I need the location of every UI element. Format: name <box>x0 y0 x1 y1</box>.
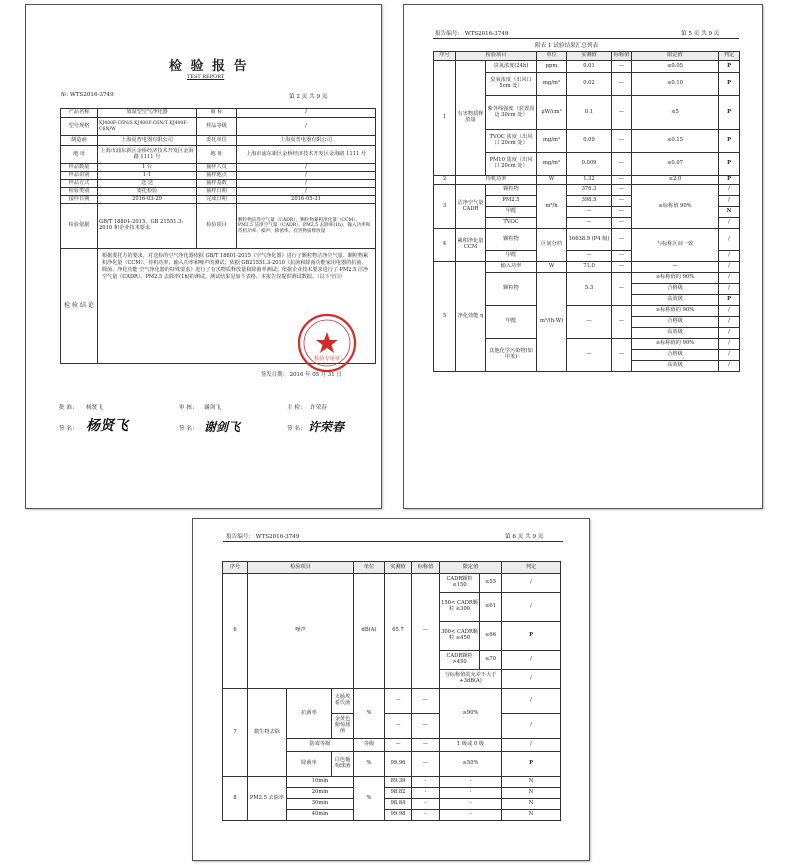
table-cell: CADR颗粒 >450 <box>440 651 480 670</box>
table-cell: - <box>440 777 502 788</box>
table-cell: 样品数量 <box>61 164 98 172</box>
table-cell: 2 <box>434 176 456 185</box>
table-cell: PM2.5 <box>486 196 537 207</box>
text-label: 审 核： <box>179 405 198 411</box>
table-cell: 样品等级 <box>197 118 237 136</box>
table-cell: — <box>612 218 632 229</box>
table-title: 附表 1 试验结果汇总列表 <box>535 43 599 49</box>
table-cell: ≤0.05 <box>632 61 719 73</box>
table-cell: — <box>412 689 440 714</box>
table-cell: 地 址 <box>61 146 98 164</box>
table-cell: 待机功率 <box>456 176 537 185</box>
table-cell: 检验项目 <box>248 562 354 574</box>
main-inspector-name: 许荣春 <box>310 405 327 411</box>
table-cell: — <box>612 196 632 207</box>
table-cell: 65.7 <box>385 574 412 689</box>
table-cell: / <box>719 339 740 350</box>
table-cell: / <box>502 689 561 714</box>
table-cell: 其他化学污染物(如甲苯) <box>486 339 537 372</box>
table-cell: ppm <box>537 61 567 73</box>
table-cell: — <box>412 739 440 752</box>
table-cell: — <box>612 73 632 96</box>
table-cell: / <box>719 328 740 339</box>
table-cell: / <box>237 164 376 172</box>
table-cell: 甲醛 <box>486 207 537 218</box>
table-cell: ≤0.15 <box>632 130 719 153</box>
table-cell: P <box>719 130 740 153</box>
table-cell: m³/(h·W) <box>537 273 567 372</box>
table-cell: CADR颗粒 ≤150 <box>440 574 480 593</box>
table-cell: N <box>719 207 740 218</box>
table-cell: / <box>237 180 376 188</box>
table-cell: 颗粒物洁净空气量（CADR）、颗粒物累积净化量（CCM）、PM2.5 洁净空气量（CADR）、PM2.5 去除率(1h)、输入功率和待机功率、噪声、除菌率、有害物质释放量 <box>237 204 376 249</box>
table-cell: — <box>612 96 632 130</box>
table-cell: ≥标称值的 90% <box>632 306 719 317</box>
results-table-1 <box>433 51 740 372</box>
report-number: 报告编号： WTS2016-3749 <box>226 534 300 540</box>
table-cell: 颗粒物 <box>486 229 537 251</box>
table-cell: 抽样基数 <box>197 180 237 188</box>
table-cell: 商 标 <box>197 109 237 118</box>
table-cell: — <box>567 339 612 372</box>
table-cell: 实测值 <box>385 562 412 574</box>
table-cell: 加湿型空气净化器 <box>98 109 197 118</box>
table-cell: 150< CADR颗粒 ≤300 <box>440 593 480 622</box>
table-cell: / <box>237 109 376 118</box>
table-cell: 完成日期 <box>197 196 237 204</box>
table-cell: ≤0.07 <box>632 153 719 176</box>
table-cell: 臭氧浓度（出风口 5cm 处） <box>486 73 537 96</box>
table-cell: ≥90% <box>440 689 502 739</box>
table-cell: % <box>354 689 385 739</box>
table-cell: 限定值 <box>440 562 502 574</box>
table-cell: P <box>502 622 561 651</box>
table-cell: ≥50% <box>440 752 502 777</box>
table-cell: P <box>719 96 740 130</box>
table-cell: / <box>237 118 376 136</box>
table-cell: P <box>719 73 740 96</box>
table-cell: — <box>612 185 632 196</box>
table-cell: 单位 <box>537 52 567 61</box>
table-cell: mg/m³ <box>537 73 567 96</box>
table-cell: 上海夏普电器有限公司 <box>237 136 376 146</box>
table-cell: ≤55 <box>480 574 502 593</box>
table-cell: 颗粒物 <box>486 185 537 196</box>
table-cell: / <box>719 306 740 317</box>
table-cell: 5.3 <box>567 273 612 306</box>
table-cell: 高效级 <box>632 295 719 306</box>
table-cell: 1 <box>434 61 456 176</box>
table-cell: 0.09 <box>567 130 612 153</box>
table-cell: dB(A) <box>354 574 385 689</box>
table-cell: 2016-05-31 <box>237 196 376 204</box>
table-cell: 0.1 <box>567 96 612 130</box>
table-cell: 99.96 <box>385 752 412 777</box>
table-cell: ≥标称值的 90% <box>632 273 719 284</box>
table-cell: 合格级 <box>632 284 719 295</box>
table-cell: / <box>719 361 740 372</box>
report-page-cover <box>25 4 382 509</box>
table-cell: - <box>440 810 502 821</box>
table-cell: 398.5 <box>567 196 612 207</box>
table-cell: 判定 <box>502 562 561 574</box>
table-cell: - <box>440 799 502 810</box>
table-cell: 检 验 结 论 <box>61 249 98 364</box>
table-cell: GB/T 18801-2015、GB 21551.3-2010 和企业技术要求 <box>98 204 197 249</box>
table-cell: 71.0 <box>567 262 612 273</box>
approver-signature: 杨贤飞 <box>86 418 128 434</box>
table-cell: 产品名称 <box>61 109 98 118</box>
table-cell: - <box>440 788 502 799</box>
table-cell: 检验类别 <box>61 188 98 196</box>
table-cell: N <box>502 777 561 788</box>
table-cell: — <box>385 689 412 714</box>
table-cell: % <box>354 752 385 777</box>
table-cell: m³/h <box>537 185 567 229</box>
table-cell: / <box>719 273 740 284</box>
table-cell: / <box>719 251 740 262</box>
table-cell: 抗菌率 <box>287 689 332 739</box>
table-cell: 6 <box>223 574 248 689</box>
table-cell: 噪声 <box>248 574 354 689</box>
table-cell: / <box>502 651 561 670</box>
table-cell: 检验项目 <box>456 52 537 61</box>
table-cell: — <box>612 207 632 218</box>
table-cell: 委托检验 <box>98 188 197 196</box>
table-cell: 微生物去除 <box>248 689 287 777</box>
table-cell: 0.009 <box>567 153 612 176</box>
table-cell: — <box>612 176 632 185</box>
table-cell: / <box>502 670 561 689</box>
approver-name: 杨贤飞 <box>86 405 103 411</box>
reviewer-name: 谢剑飞 <box>204 405 221 411</box>
table-cell: / <box>719 350 740 361</box>
table-cell: 抽样人员 <box>197 164 237 172</box>
table-cell: PM10 浓度（出风口 20cm 处） <box>486 153 537 176</box>
report-number: №: WTS2016-3749 <box>61 92 114 98</box>
table-cell: ≤2.0 <box>632 176 719 185</box>
table-cell: 输入功率 <box>486 262 537 273</box>
page-info: 第 2 页 共 9 页 <box>289 94 328 100</box>
table-cell: W <box>537 176 567 185</box>
table-cell: 净化效能 η <box>456 262 486 372</box>
table-cell: ≤0.10 <box>632 73 719 96</box>
table-cell: 大肠埃希氏菌 <box>332 689 354 714</box>
table-cell: — <box>612 229 632 251</box>
table-cell: 上海夏普电器有限公司 <box>98 136 197 146</box>
table-cell: 0.01 <box>567 61 612 73</box>
table-cell: 与标称区间一致 <box>632 229 719 262</box>
text-label: 签 名： <box>179 426 198 432</box>
table-cell: — <box>412 714 440 739</box>
table-cell: / <box>719 196 740 207</box>
table-cell: 样品方式 <box>61 180 98 188</box>
table-cell: N <box>502 788 561 799</box>
table-cell: 与标称值的允差不大于+3dB(A) <box>440 670 502 689</box>
table-cell: ≤70 <box>480 651 502 670</box>
table-cell: P <box>502 752 561 777</box>
table-cell: - <box>412 788 440 799</box>
table-cell: 89.39 <box>385 777 412 788</box>
table-cell: 98.84 <box>385 799 412 810</box>
table-cell: 序号 <box>434 52 456 61</box>
table-cell: — <box>412 752 440 777</box>
table-cell: ≤61 <box>480 593 502 622</box>
table-cell: — <box>632 262 719 273</box>
table-cell: 甲醛 <box>486 251 537 262</box>
table-cell: 40min <box>287 810 354 821</box>
table-cell: 等级 <box>354 739 385 752</box>
table-cell: TVOC <box>486 218 537 229</box>
table-cell: — <box>385 739 412 752</box>
text-label: 批 准： <box>59 405 78 411</box>
page-info: 第 6 页 共 9 页 <box>505 534 544 540</box>
table-cell: / <box>237 188 376 196</box>
table-cell: — <box>612 130 632 153</box>
table-cell: / <box>719 317 740 328</box>
table-cell: / <box>719 284 740 295</box>
table-cell: 16638.9 (P4 级) <box>567 229 612 251</box>
table-cell: 地 址 <box>197 146 237 164</box>
table-cell: 1 级或 0 级 <box>440 739 502 752</box>
table-cell: — <box>567 207 612 218</box>
table-cell: 标称值 <box>612 52 632 61</box>
table-cell: 限定值 <box>632 52 719 61</box>
table-cell: P <box>719 61 740 73</box>
table-cell: / <box>502 593 561 622</box>
table-cell: — <box>612 153 632 176</box>
table-cell: N <box>502 799 561 810</box>
table-cell: / <box>719 262 740 273</box>
main-inspector-signature: 许荣春 <box>308 420 345 434</box>
table-cell: 2016-03-29 <box>98 196 197 204</box>
table-cell: 1-1 <box>98 172 197 180</box>
reviewer-signature: 谢剑飞 <box>204 420 241 434</box>
table-cell: — <box>612 306 632 339</box>
table-cell: 99.98 <box>385 810 412 821</box>
table-cell: 检验依据 <box>61 204 98 249</box>
table-cell: — <box>612 339 632 372</box>
table-cell: 送 送 <box>98 180 197 188</box>
table-cell: 1 台 <box>98 164 197 172</box>
table-cell: 委托单位 <box>197 136 237 146</box>
table-cell: - <box>412 810 440 821</box>
table-cell: 臭氧浓度(24h) <box>486 61 537 73</box>
table-cell: 20min <box>287 788 354 799</box>
table-cell: 金黄色葡萄球菌 <box>332 714 354 739</box>
table-cell: 接样日期 <box>61 196 98 204</box>
table-cell: PM2.5 去除率 <box>248 777 287 821</box>
table-cell: / <box>719 185 740 196</box>
table-cell: P <box>719 153 740 176</box>
table-cell: 白色葡萄球菌 <box>332 752 354 777</box>
table-cell: 上海市浦东新区金桥经济技术开发区金海路 1111 号 <box>98 146 197 164</box>
page-info: 第 5 页 共 9 页 <box>681 31 720 37</box>
table-cell: — <box>567 251 612 262</box>
table-cell: 型号规格 <box>61 118 98 136</box>
table-cell: P <box>719 176 740 185</box>
table-cell: μW/cm² <box>537 96 567 130</box>
table-cell: — <box>567 306 612 339</box>
table-cell: 合格级 <box>632 350 719 361</box>
table-cell: ≥标称值 90% <box>632 185 719 229</box>
table-cell: 单位 <box>354 562 385 574</box>
table-cell: 1.32 <box>567 176 612 185</box>
table-cell: 10min <box>287 777 354 788</box>
table-cell: 区间分档 <box>537 229 567 262</box>
report-subtitle: TEST REPORT <box>187 74 225 80</box>
table-cell: / <box>719 229 740 251</box>
table-cell: — <box>612 273 632 306</box>
results-table-2 <box>222 561 561 821</box>
table-cell: — <box>385 714 412 739</box>
table-cell: KJ400F-C6N/S KJ400F-C6N/T KJ400F-C6N/W <box>98 118 197 136</box>
table-cell: P <box>719 295 740 306</box>
table-cell: 30min <box>287 799 354 810</box>
table-cell: 5 <box>434 262 456 372</box>
table-cell: 甲醛 <box>486 306 537 339</box>
table-cell: 标称值 <box>412 562 440 574</box>
table-cell: 除菌率 <box>287 752 332 777</box>
table-cell: ≥标称值的 90% <box>632 339 719 350</box>
table-cell: 样品识别 <box>61 172 98 180</box>
table-cell: 有害物质释放量 <box>456 61 486 176</box>
table-cell: / <box>502 714 561 739</box>
inspection-seal-stamp <box>297 313 357 373</box>
table-cell: 合格级 <box>632 317 719 328</box>
table-cell: 98.82 <box>385 788 412 799</box>
table-cell: / <box>237 172 376 180</box>
table-cell: 8 <box>223 777 248 821</box>
table-cell: mg/m³ <box>537 153 567 176</box>
table-cell: / <box>719 218 740 229</box>
table-cell: 累积净化量 CCM <box>456 229 486 262</box>
table-cell: 上海市浦东新区金桥经济技术开发区金海路 1111 号 <box>237 146 376 164</box>
table-cell: ≤66 <box>480 622 502 651</box>
table-cell: - <box>412 799 440 810</box>
table-cell: mg/m³ <box>537 130 567 153</box>
table-cell: 高效级 <box>632 361 719 372</box>
table-cell: 序号 <box>223 562 248 574</box>
report-page-results-1 <box>403 4 763 509</box>
table-cell: 376.3 <box>567 185 612 196</box>
table-cell: W <box>537 262 567 273</box>
table-cell: 4 <box>434 229 456 262</box>
table-cell: 0.02 <box>567 73 612 96</box>
table-cell: 判定 <box>719 52 740 61</box>
table-cell: 检验项目 <box>197 204 237 249</box>
table-cell: % <box>354 777 385 821</box>
table-cell: / <box>502 574 561 593</box>
table-cell: 高效级 <box>632 328 719 339</box>
sign-date: 签发日期： 2016 年 05 月 31 日 <box>261 372 342 378</box>
table-cell: / <box>502 739 561 752</box>
table-cell: — <box>412 574 440 689</box>
table-cell: 制造商 <box>61 136 98 146</box>
text-label: 主 检： <box>287 405 306 411</box>
report-title: 检 验 报 告 <box>169 59 249 74</box>
table-cell: 抽样日期 <box>197 188 237 196</box>
report-page-results-2 <box>192 518 590 861</box>
stamp-text: 检验专用章 <box>314 356 340 362</box>
table-cell: — <box>567 218 612 229</box>
table-cell: 实测值 <box>567 52 612 61</box>
table-cell: 7 <box>223 689 248 777</box>
table-cell: 紫外线强度（装置周边 30cm 处） <box>486 96 537 130</box>
text-label: 签 名： <box>287 426 306 432</box>
table-cell: 3 <box>434 185 456 229</box>
table-cell: 颗粒物 <box>486 273 537 306</box>
table-cell: — <box>612 61 632 73</box>
table-cell: N <box>502 810 561 821</box>
table-cell: 洁净空气量 CADR <box>456 185 486 229</box>
conclusion-text: 根据委托方的要求，对送检的空气净化器依据 GB/T 18801-2015《空气净化器》进行了颗粒物洁净空气量、颗粒物累积净化量（CCM）、待机功率、输入功率和噪声的测试；依据 GB21551.3-2010《抗菌和除菌功能家用电器的抗菌、除菌、净化功能 空气净化器的特殊要求》进行了有害物质释放量和除菌率测试；依据企业技术要求进行了 PM2.5 洁净空气量（CADR）、PM2.5 去除率(1h)的测试。测试结果见如下表格。本报告仅提供测试数据。（以下空白） <box>98 249 376 364</box>
text-label: 签 名： <box>59 426 78 432</box>
table-cell: ≤5 <box>632 96 719 130</box>
table-cell: TVOC 浓度（出风口 20cm 处） <box>486 130 537 153</box>
table-cell: - <box>412 777 440 788</box>
table-cell: 抽样地点 <box>197 172 237 180</box>
table-cell: 300< CADR颗粒 ≤450 <box>440 622 480 651</box>
table-cell: — <box>612 262 632 273</box>
report-number: 报告编号： WTS2016-3749 <box>435 31 509 37</box>
table-cell: — <box>612 251 632 262</box>
table-cell: 防霉等级 <box>287 739 354 752</box>
